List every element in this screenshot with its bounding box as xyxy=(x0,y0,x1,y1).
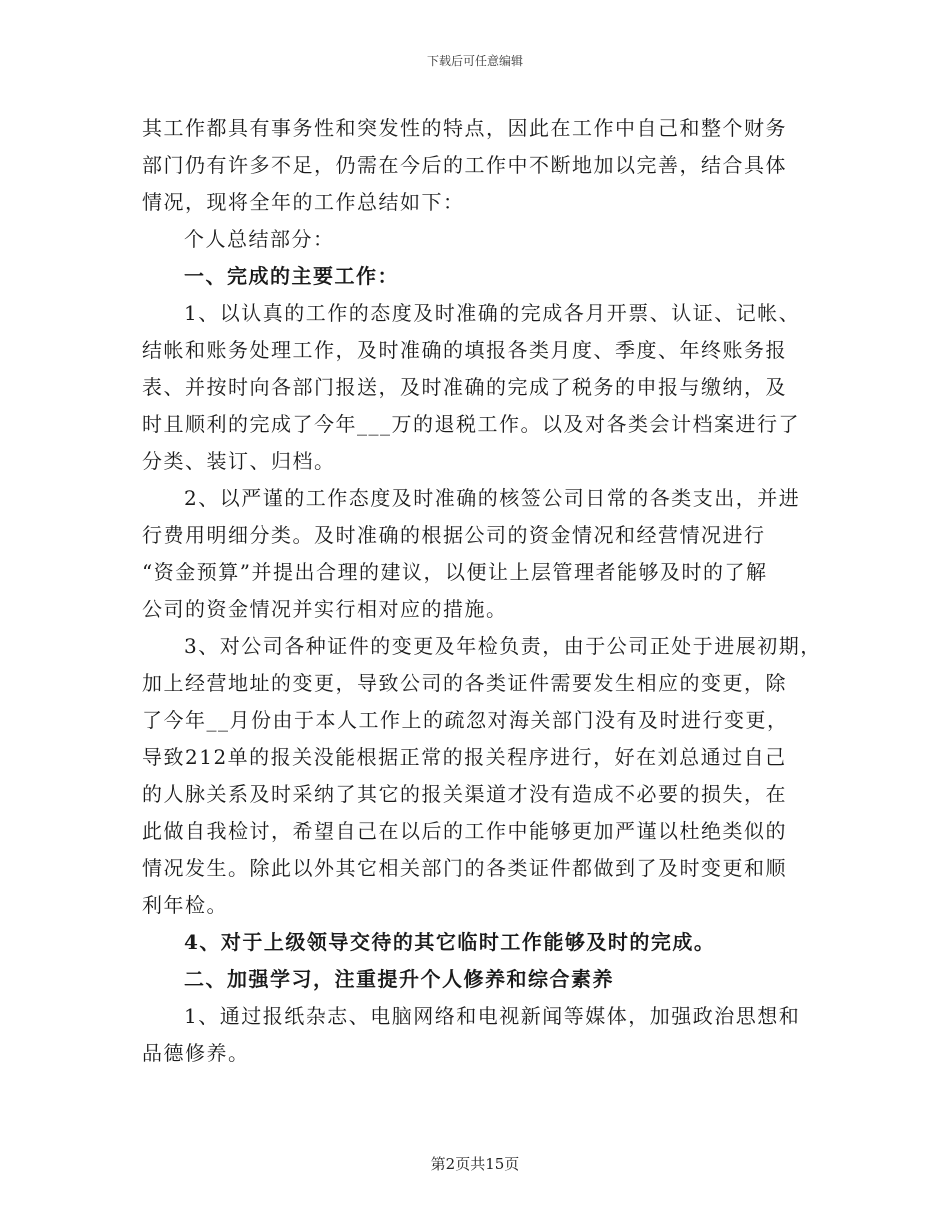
document-body xyxy=(142,110,827,1072)
paragraph-line: 结帐和账务处理工作，及时准确的填报各类月度、季度、年终账务报 xyxy=(142,338,787,362)
paragraph-line: 行费用明细分类。及时准确的根据公司的资金情况和经营情况进行 xyxy=(142,523,766,547)
paragraph-line: 部门仍有许多不足，仍需在今后的工作中不断地加以完善，结合具体 xyxy=(142,153,787,177)
paragraph-line: 表、并按时向各部门报送，及时准确的完成了税务的申报与缴纳，及 xyxy=(142,375,787,399)
paragraph-line: 1、以认真的工作的态度及时准确的完成各月开票、认证、记帐、 xyxy=(184,301,801,325)
paragraph-line: 品德修养。 xyxy=(142,1041,250,1065)
paragraph-line: 加上经营地址的变更，导致公司的各类证件需要发生相应的变更，除 xyxy=(142,671,787,695)
paragraph-line: 3、对公司各种证件的变更及年检负责，由于公司正处于进展初期， xyxy=(184,634,822,658)
paragraph-line: 其工作都具有事务性和突发性的特点，因此在工作中自己和整个财务 xyxy=(142,116,787,140)
paragraph-line: 个人总结部分： xyxy=(184,227,335,251)
paragraph-line: 时且顺利的完成了今年___万的退税工作。以及对各类会计档案进行了 xyxy=(142,412,800,436)
paragraph-line: 公司的资金情况并实行相对应的措施。 xyxy=(142,597,508,621)
paragraph-line: “资金预算”并提出合理的建议，以便让上层管理者能够及时的了解 xyxy=(142,560,768,584)
paragraph-line: 导致212单的报关没能根据正常的报关程序进行，好在刘总通过自己 xyxy=(142,745,787,769)
paragraph-line: 此做自我检讨，希望自己在以后的工作中能够更加严谨以杜绝类似的 xyxy=(142,819,787,843)
paragraph-line: 一、完成的主要工作： xyxy=(184,264,399,288)
paragraph-line: 利年检。 xyxy=(142,893,228,917)
paragraph-line: 分类、装订、归档。 xyxy=(142,449,336,473)
page-number: 第2页共15页 xyxy=(430,1155,520,1173)
paragraph-line: 1、通过报纸杂志、电脑网络和电视新闻等媒体，加强政治思想和 xyxy=(184,1004,801,1028)
paragraph-line: 4、对于上级领导交待的其它临时工作能够及时的完成。 xyxy=(184,930,716,954)
paragraph-line: 的人脉关系及时采纳了其它的报关渠道才没有造成不必要的损失，在 xyxy=(142,782,787,806)
paragraph-line: 2、以严谨的工作态度及时准确的核签公司日常的各类支出，并进 xyxy=(184,486,801,510)
page-header: 下载后可任意编辑 xyxy=(426,54,523,68)
paragraph-line: 二、加强学习，注重提升个人修养和综合素养 xyxy=(184,967,614,991)
paragraph-line: 了今年__月份由于本人工作上的疏忽对海关部门没有及时进行变更， xyxy=(142,708,789,732)
paragraph-line: 情况，现将全年的工作总结如下： xyxy=(142,190,465,214)
paragraph-line: 情况发生。除此以外其它相关部门的各类证件都做到了及时变更和顺 xyxy=(142,856,787,880)
